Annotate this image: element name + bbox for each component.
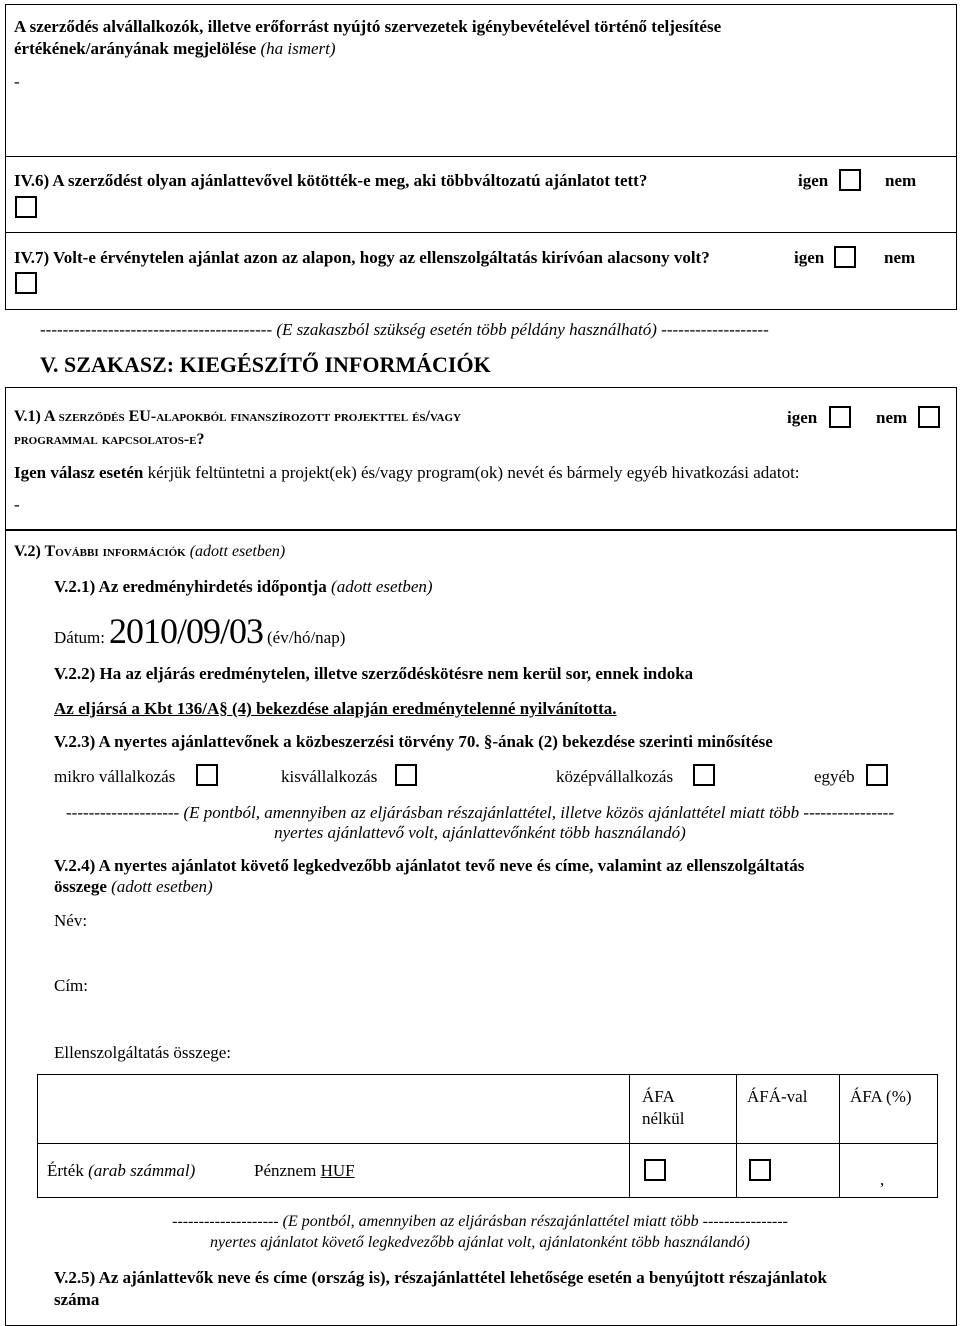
v1-instruction-rest: kérjük feltüntetni a projekt(ek) és/vagy program(ok) nevét és bármely egyéb hivatkozási adatot:	[147, 463, 800, 482]
separator-3-line1: -------------------- (E pontból, amennyiben az eljárásban részajánlattétel miatt több ----------------	[172, 1213, 788, 1230]
category-medium-label: középvállalkozás	[556, 767, 674, 786]
iv6-no-checkbox[interactable]	[15, 196, 37, 218]
v22-reason: Az eljársá a Kbt 136/A§ (4) bekezdése alapján eredménytelenné nyilvánította.	[54, 699, 617, 718]
table-col-divider	[736, 1074, 737, 1198]
section-title: V. SZAKASZ: KIEGÉSZÍTŐ INFORMÁCIÓK	[40, 352, 491, 377]
iv7-no-label: nem	[884, 248, 916, 267]
table-net-checkbox[interactable]	[644, 1159, 666, 1181]
subcontractor-value: -	[14, 72, 20, 91]
table-currency-label: Pénznem	[254, 1161, 317, 1180]
table-value-label	[47, 1161, 195, 1181]
section-separator: ----------------------------------------- (E szakaszból szükség esetén több példány használható) -------------------	[40, 320, 769, 339]
iv7-yes-label: igen	[794, 248, 825, 267]
subcontractor-heading-italic: (ha ismert)	[260, 39, 336, 58]
category-micro-checkbox[interactable]	[196, 764, 218, 786]
v21-title-bold: V.2.1) Az eredményhirdetés időpontja	[54, 577, 327, 596]
category-other-label: egyéb	[814, 767, 855, 786]
v23-title: V.2.3) A nyertes ajánlattevőnek a közbeszerzési törvény 70. §-ának (2) bekezdése szerinti minősítése	[54, 732, 773, 751]
table-vat-pct-value: ,	[880, 1170, 885, 1189]
iv6-no-label: nem	[885, 171, 917, 190]
category-small-checkbox[interactable]	[395, 764, 417, 786]
v21-title-italic: (adott esetben)	[331, 577, 433, 596]
iv7-no-checkbox[interactable]	[15, 272, 37, 294]
subcontractor-heading-line2	[14, 39, 336, 59]
table-col-divider	[839, 1074, 840, 1198]
v25-title-line2: száma	[54, 1290, 100, 1309]
table-value-label-italic: (arab számmal)	[88, 1161, 196, 1180]
subcontractor-heading-line1: A szerződés alvállalkozók, illetve erőforrást nyújtó szervezetek igénybevételével történő teljesítése	[14, 17, 722, 36]
v1-yes-label: igen	[787, 408, 818, 427]
separator-3-line2: nyertes ajánlatot követő legkedvezőbb ajánlat volt, ajánlatonként több használandó)	[210, 1234, 750, 1251]
box-divider	[5, 156, 957, 157]
date-value: 2010/09/03	[109, 611, 264, 651]
separator-2-line2: nyertes ajánlattevő volt, ajánlattevőnként több használandó)	[274, 823, 686, 842]
category-other-checkbox[interactable]	[866, 764, 888, 786]
v2-title-bold: V.2) További információk	[14, 543, 186, 560]
v1-no-checkbox[interactable]	[918, 406, 940, 428]
subcontractor-heading-bold: értékének/arányának megjelölése	[14, 39, 257, 58]
table-header-net-line2: nélkül	[642, 1109, 685, 1128]
v24-title-line2	[54, 877, 213, 897]
date-format: (év/hó/nap)	[267, 628, 346, 647]
consideration-label: Ellenszolgáltatás összege:	[54, 1043, 232, 1062]
box-divider	[5, 232, 957, 233]
date-label: Dátum:	[54, 628, 105, 647]
table-header-net-line1: ÁFA	[642, 1087, 675, 1106]
v1-no-label: nem	[876, 408, 908, 427]
v2-title-italic: (adott esetben)	[189, 543, 286, 560]
v1-value: -	[14, 495, 20, 514]
v24-title-bold: összege	[54, 877, 107, 896]
v1-yes-checkbox[interactable]	[829, 406, 851, 428]
v24-title-italic: (adott esetben)	[111, 877, 213, 896]
iv6-yes-checkbox[interactable]	[839, 169, 861, 191]
category-micro-label: mikro vállalkozás	[54, 767, 176, 786]
table-currency	[254, 1161, 355, 1181]
name-label: Név:	[54, 911, 88, 930]
v22-title: V.2.2) Ha az eljárás eredménytelen, illetve szerződéskötésre nem kerül sor, ennek indoka	[54, 664, 694, 683]
table-currency-value: HUF	[320, 1161, 355, 1180]
iv7-question: IV.7) Volt-e érvénytelen ajánlat azon az alapon, hogy az ellenszolgáltatás kirívóan alacsony volt?	[14, 248, 710, 267]
iv7-yes-checkbox[interactable]	[834, 246, 856, 268]
table-header-vat: ÁFÁ-val	[747, 1087, 808, 1106]
category-small-label: kisvállalkozás	[281, 767, 378, 786]
iv6-question: IV.6) A szerződést olyan ajánlattevővel kötötték-e meg, aki többváltozatú ajánlatot tett?	[14, 171, 648, 190]
v2-title	[14, 543, 285, 561]
v1-instruction-bold: Igen válasz esetén	[14, 463, 144, 482]
v1-question-line1: V.1) A szerződés EU-alapokból finanszírozott projekttel és/vagy	[14, 408, 461, 425]
iv6-yes-label: igen	[798, 171, 829, 190]
v25-title-line1: V.2.5) Az ajánlattevők neve és címe (ország is), részajánlattétel lehetősége esetén a benyújtott részajánlatok	[54, 1268, 827, 1287]
table-vat-checkbox[interactable]	[749, 1159, 771, 1181]
v24-title-line1: V.2.4) A nyertes ajánlatot követő legkedvezőbb ajánlatot tevő neve és címe, valamint az ellenszolgáltatás	[54, 856, 805, 875]
table-header-vat-pct: ÁFA (%)	[850, 1087, 912, 1106]
separator-2-line1: -------------------- (E pontból, amennyiben az eljárásban részajánlattétel, illetve közös ajánlattétel miatt több ----------------	[66, 803, 894, 822]
date-row	[54, 610, 345, 652]
v21-title	[54, 577, 433, 597]
table-row-divider	[37, 1143, 938, 1144]
v1-instruction	[14, 463, 800, 483]
table-col-divider	[629, 1074, 630, 1198]
table-value-label-text: Érték	[47, 1161, 84, 1180]
v1-question-line2: programmal kapcsolatos-e?	[14, 431, 205, 448]
category-medium-checkbox[interactable]	[693, 764, 715, 786]
address-label: Cím:	[54, 976, 89, 995]
